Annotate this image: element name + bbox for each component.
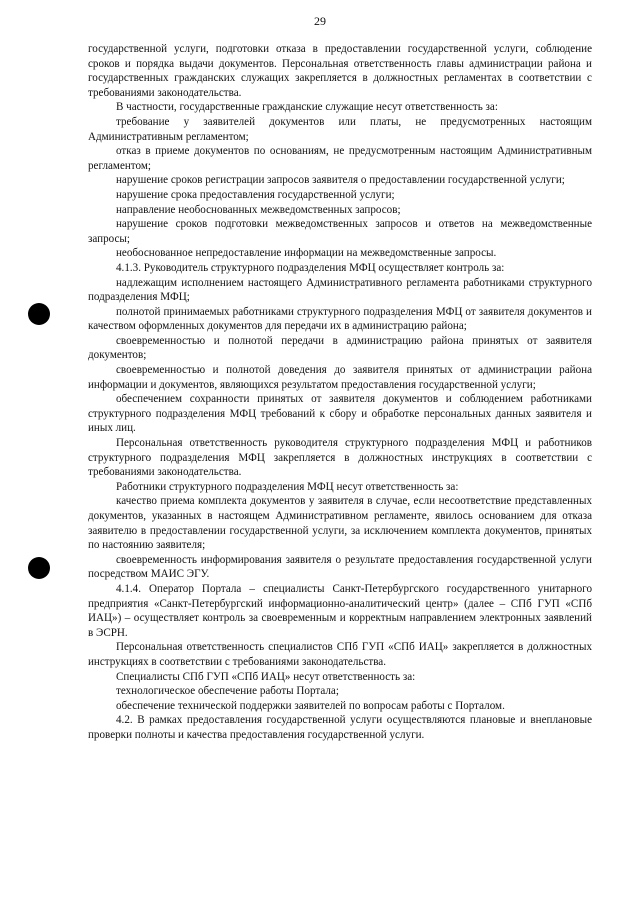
paragraph: Работники структурного подразделения МФЦ несут ответственность за:: [116, 480, 459, 493]
paragraph: Персональная ответственность руководителя структурного подразделения МФЦ и работников структурного подразделения МФЦ закрепляется в должностных инструкциях в соответствии с требованиями законодательства.: [88, 437, 592, 479]
paragraph: необоснованное непредоставление информации на межведомственные запросы.: [116, 247, 497, 260]
body-text: [88, 42, 592, 743]
paragraph: 4.1.3. Руководитель структурного подразделения МФЦ осуществляет контроль за:: [116, 261, 505, 274]
paragraph: технологическое обеспечение работы Портала;: [116, 685, 339, 698]
paragraph: нарушение сроков подготовки межведомственных запросов и ответов на межведомственные запросы;: [88, 218, 592, 245]
punch-hole-bottom: [28, 557, 50, 579]
paragraph: надлежащим исполнением настоящего Административного регламента работниками структурного подразделения МФЦ;: [88, 276, 592, 304]
paragraph: своевременностью и полнотой доведения до заявителя принятых от администрации района информации и документов, являющихся результатом предоставления государственной услуги;: [88, 364, 592, 391]
paragraph: Специалисты СПб ГУП «СПб ИАЦ» несут ответственность за:: [116, 670, 416, 683]
paragraph: качество приема комплекта документов у заявителя в случае, если несоответствие представленных документов, указанных в настоящем Административном регламенте, явилось основанием для отказа заявителю в предоставлении государственной услуги, за исключением комплекта документов, принятых по настоянию заявителя;: [88, 495, 592, 552]
paragraph: В частности, государственные гражданские служащие несут ответственность за:: [116, 101, 498, 114]
punch-hole-top: [28, 303, 50, 325]
page-number: 29: [314, 14, 326, 28]
paragraph: своевременностью и полнотой передачи в администрацию района принятых от заявителя документов;: [88, 334, 592, 362]
paragraph: Персональная ответственность специалистов СПб ГУП «СПб ИАЦ» закрепляется в должностных инструкциях в соответствии с требованиями законодательства.: [88, 641, 592, 668]
paragraph: требование у заявителей документов или платы, не предусмотренных настоящим Административным регламентом;: [88, 115, 592, 143]
paragraph: направление необоснованных межведомственных запросов;: [116, 203, 401, 216]
paragraph: отказ в приеме документов по основаниям, не предусмотренным настоящим Административным регламентом;: [88, 145, 592, 172]
paragraph: полнотой принимаемых работниками структурного подразделения МФЦ от заявителя документов и качеством оформленных документов для передачи их в администрацию района;: [88, 305, 592, 333]
paragraph: нарушение срока предоставления государственной услуги;: [116, 188, 395, 201]
paragraph: нарушение сроков регистрации запросов заявителя о предоставлении государственной услуги;: [116, 174, 565, 187]
paragraph: 4.1.4. Оператор Портала – специалисты Санкт-Петербургского государственного унитарного предприятия «Санкт-Петербургский информационно-аналитический центр» (далее – СПб ГУП «СПб ИАЦ») – осуществляет контроль за своевременным и корректным направлением электронных заявлений в ЭСРН.: [88, 582, 592, 639]
paragraph: 4.2. В рамках предоставления государственной услуги осуществляются плановые и внеплановые проверки полноты и качества предоставления государственной услуги.: [88, 714, 592, 741]
paragraph: государственной услуги, подготовки отказа в предоставлении государственной услуги, соблюдение сроков и порядка выдачи документов. Персональная ответственность главы администрации района и государственных гражданских служащих закрепляется в должностных регламентах в соответствии с требованиями законодательства.: [88, 43, 592, 99]
paragraph: обеспечением сохранности принятых от заявителя документов и соблюдением работниками структурного подразделения МФЦ требований к сбору и обработке персональных данных заявителя и иных лиц.: [88, 393, 592, 435]
paragraph: обеспечение технической поддержки заявителей по вопросам работы с Порталом.: [116, 699, 505, 712]
paragraph: своевременность информирования заявителя о результате предоставления государственной услуги посредством МАИС ЭГУ.: [88, 553, 592, 581]
